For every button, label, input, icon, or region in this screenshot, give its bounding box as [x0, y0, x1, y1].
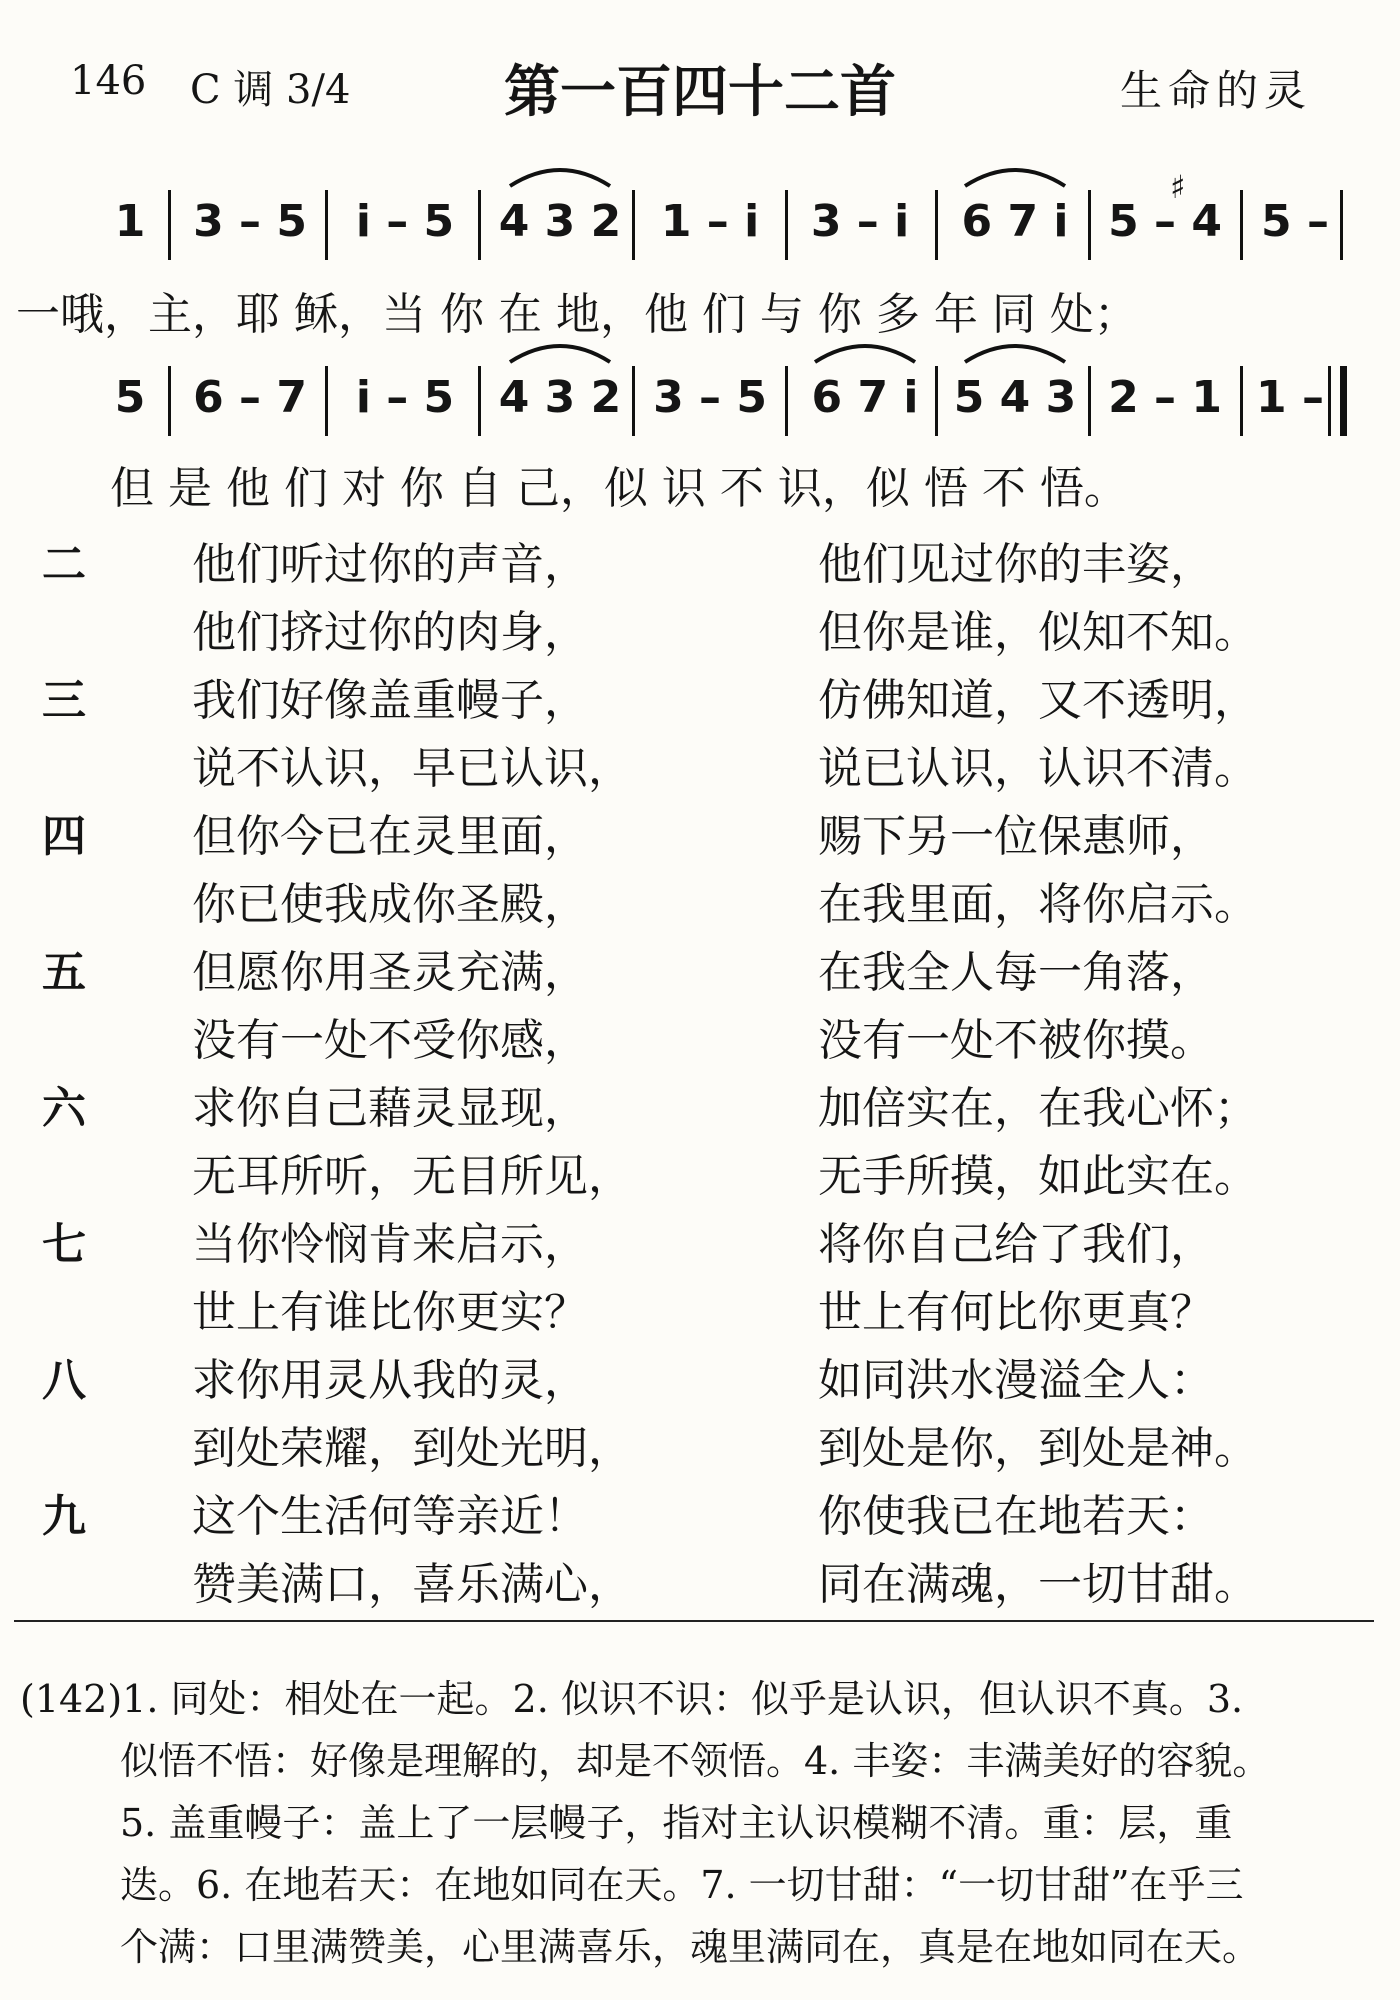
stanza-line: 求你自己藉灵显现，	[192, 1083, 588, 1134]
note-group: i – 5	[355, 372, 455, 423]
footnote-divider	[14, 1620, 1374, 1622]
stanza-line: 但你今已在灵里面，	[192, 811, 588, 862]
bar-line	[1088, 190, 1091, 260]
hymn-subtitle: 生命的灵	[1120, 66, 1313, 115]
note-group: 1	[114, 196, 146, 247]
footnote-line: 迭。6. 在地若天：在地如同在天。7. 一切甘甜：“一切甘甜”在乎三	[120, 1863, 1244, 1907]
stanza-line: 同在满魂，一切甘甜。	[818, 1559, 1258, 1610]
stanza-line: 说已认识，认识不清。	[818, 743, 1258, 794]
stanza-line: 无手所摸，如此实在。	[818, 1151, 1258, 1202]
slur-arc	[810, 336, 920, 366]
stanza-number: 六	[42, 1083, 86, 1134]
stanza-line: 赐下另一位保惠师，	[818, 811, 1214, 862]
note-group: i – 5	[355, 196, 455, 247]
note-group: 6 7 i	[811, 372, 919, 423]
bar-line	[785, 366, 788, 436]
slur-arc	[505, 336, 615, 366]
slur-arc	[505, 160, 615, 190]
stanza-line: 将你自己给了我们，	[818, 1219, 1214, 1270]
note-group: 3 – 5	[653, 372, 767, 423]
footnote-line: (142)1. 同处：相处在一起。2. 似识不识：似乎是认识，但认识不真。3.	[20, 1677, 1244, 1721]
note-group: 1 – i	[660, 196, 760, 247]
note-group: 4 3 2	[498, 372, 622, 423]
note-group: 3 – i	[810, 196, 910, 247]
footnote-line: 5. 盖重幔子：盖上了一层幔子，指对主认识模糊不清。重：层，重	[120, 1801, 1233, 1845]
bar-line	[632, 366, 635, 436]
stanza-line: 如同洪水漫溢全人：	[818, 1355, 1214, 1406]
hymn-title: 第一百四十二首	[504, 60, 896, 125]
stanza-line: 赞美满口，喜乐满心，	[192, 1559, 632, 1610]
final-bar-line	[1340, 366, 1347, 436]
stanza-line: 求你用灵从我的灵，	[192, 1355, 588, 1406]
lyric-line-2: 但 是 他 们 对 你 自 己，似 识 不 识，似 悟 不 悟。	[110, 463, 1128, 514]
stanza-number: 四	[42, 811, 86, 862]
bar-line	[168, 366, 171, 436]
lyric-line-1: 一哦，主，耶 稣，当 你 在 地，他 们 与 你 多 年 同 处；	[16, 289, 1138, 340]
note-group: 4 3 2	[498, 196, 622, 247]
stanza-line: 当你怜悯肯来启示，	[192, 1219, 588, 1270]
bar-line	[632, 190, 635, 260]
stanza-line: 没有一处不受你感，	[192, 1015, 588, 1066]
stanza-number: 三	[42, 675, 86, 726]
bar-line	[1240, 366, 1243, 436]
stanza-line: 他们见过你的丰姿，	[818, 539, 1214, 590]
stanza-number: 五	[42, 947, 86, 998]
stanza-line: 他们听过你的声音，	[192, 539, 588, 590]
stanza-line: 到处荣耀，到处光明，	[192, 1423, 632, 1474]
stanza-line: 没有一处不被你摸。	[818, 1015, 1214, 1066]
note-group: 5	[114, 372, 146, 423]
stanza-line: 他们挤过你的肉身，	[192, 607, 588, 658]
note-group: 3 – 5	[193, 196, 307, 247]
note-group: 6 7 i	[961, 196, 1069, 247]
final-bar-line	[1328, 366, 1331, 436]
stanza-number: 二	[42, 539, 86, 590]
page-number: 146	[70, 58, 147, 104]
stanza-line: 你使我已在地若天：	[818, 1491, 1214, 1542]
stanza-line: 但愿你用圣灵充满，	[192, 947, 588, 998]
bar-line	[1340, 190, 1343, 260]
stanza-number: 七	[42, 1219, 86, 1270]
slur-arc	[960, 336, 1070, 366]
stanza-line: 在我全人每一角落，	[818, 947, 1214, 998]
stanza-line: 但你是谁，似知不知。	[818, 607, 1258, 658]
footnote-line: 个满：口里满赞美，心里满喜乐，魂里满同在，真是在地如同在天。	[120, 1925, 1261, 1969]
footnote-line: 似悟不悟：好像是理解的，却是不领悟。4. 丰姿：丰满美好的容貌。	[120, 1739, 1271, 1783]
note-group: 2 – 1	[1108, 372, 1222, 423]
slur-arc	[960, 160, 1070, 190]
stanza-line: 世上有谁比你更实？	[192, 1287, 588, 1338]
bar-line	[325, 366, 328, 436]
bar-line	[1088, 366, 1091, 436]
stanza-line: 在我里面，将你启示。	[818, 879, 1258, 930]
bar-line	[935, 190, 938, 260]
stanza-line: 无耳所听，无目所见，	[192, 1151, 632, 1202]
bar-line	[168, 190, 171, 260]
sharp-sign: ♯	[1170, 168, 1186, 206]
note-group: 5 –	[1261, 196, 1329, 247]
stanza-line: 说不认识，早已认识，	[192, 743, 632, 794]
stanza-line: 这个生活何等亲近！	[192, 1491, 588, 1542]
bar-line	[785, 190, 788, 260]
note-group: 5 – 4	[1108, 196, 1222, 247]
note-group: 5 4 3	[953, 372, 1077, 423]
note-group: 1 –	[1256, 372, 1324, 423]
stanza-number: 九	[42, 1491, 86, 1542]
bar-line	[325, 190, 328, 260]
stanza-line: 我们好像盖重幔子，	[192, 675, 588, 726]
bar-line	[478, 366, 481, 436]
stanza-line: 加倍实在，在我心怀；	[818, 1083, 1258, 1134]
bar-line	[1240, 190, 1243, 260]
bar-line	[935, 366, 938, 436]
stanza-line: 你已使我成你圣殿，	[192, 879, 588, 930]
bar-line	[478, 190, 481, 260]
stanza-line: 世上有何比你更真？	[818, 1287, 1214, 1338]
note-group: 6 – 7	[193, 372, 307, 423]
stanza-line: 仿佛知道，又不透明，	[818, 675, 1258, 726]
stanza-line: 到处是你，到处是神。	[818, 1423, 1258, 1474]
key-time-signature: C 调 3/4	[190, 67, 351, 113]
stanza-number: 八	[42, 1355, 86, 1406]
